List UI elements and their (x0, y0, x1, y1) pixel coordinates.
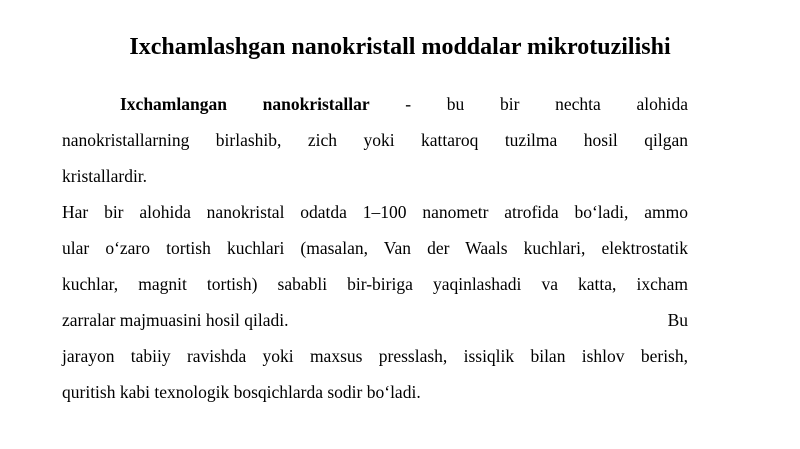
term-heading: Ixchamlangan nanokristallar (120, 94, 370, 114)
paragraph-2-line-4 (62, 302, 688, 338)
paragraph-2-line-6: quritish kabi texnologik bosqichlarda sodir bo‘ladi. (62, 382, 421, 402)
paragraph-1-line-1-text: - bu bir nechta alohida (405, 94, 688, 114)
slide-body (62, 86, 688, 410)
paragraph-2-line-3: kuchlar, magnit tortish) sababli bir-biriga yaqinlashadi va katta, ixcham (62, 274, 688, 294)
paragraph-1-line-2: nanokristallarning birlashib, zich yoki kattaroq tuzilma hosil qilgan (62, 130, 688, 150)
paragraph-2-line-1: Har bir alohida nanokristal odatda 1–100 nanometr atrofida bo‘ladi, ammo (62, 202, 688, 222)
page-title: Ixchamlashgan nanokristall moddalar mikrotuzilishi (129, 34, 671, 60)
paragraph-2-line-4-left: zarralar majmuasini hosil qiladi. (62, 310, 289, 330)
paragraph-1-line-1 (62, 86, 688, 122)
paragraph-2-line-4-right: Bu (667, 310, 688, 330)
paragraph-2-line-5: jarayon tabiiy ravishda yoki maxsus presslash, issiqlik bilan ishlov berish, (62, 346, 688, 366)
paragraph-1-line-3: kristallardir. (62, 166, 148, 186)
paragraph-2-line-2: ular o‘zaro tortish kuchlari (masalan, Van der Waals kuchlari, elektrostatik (62, 238, 688, 258)
